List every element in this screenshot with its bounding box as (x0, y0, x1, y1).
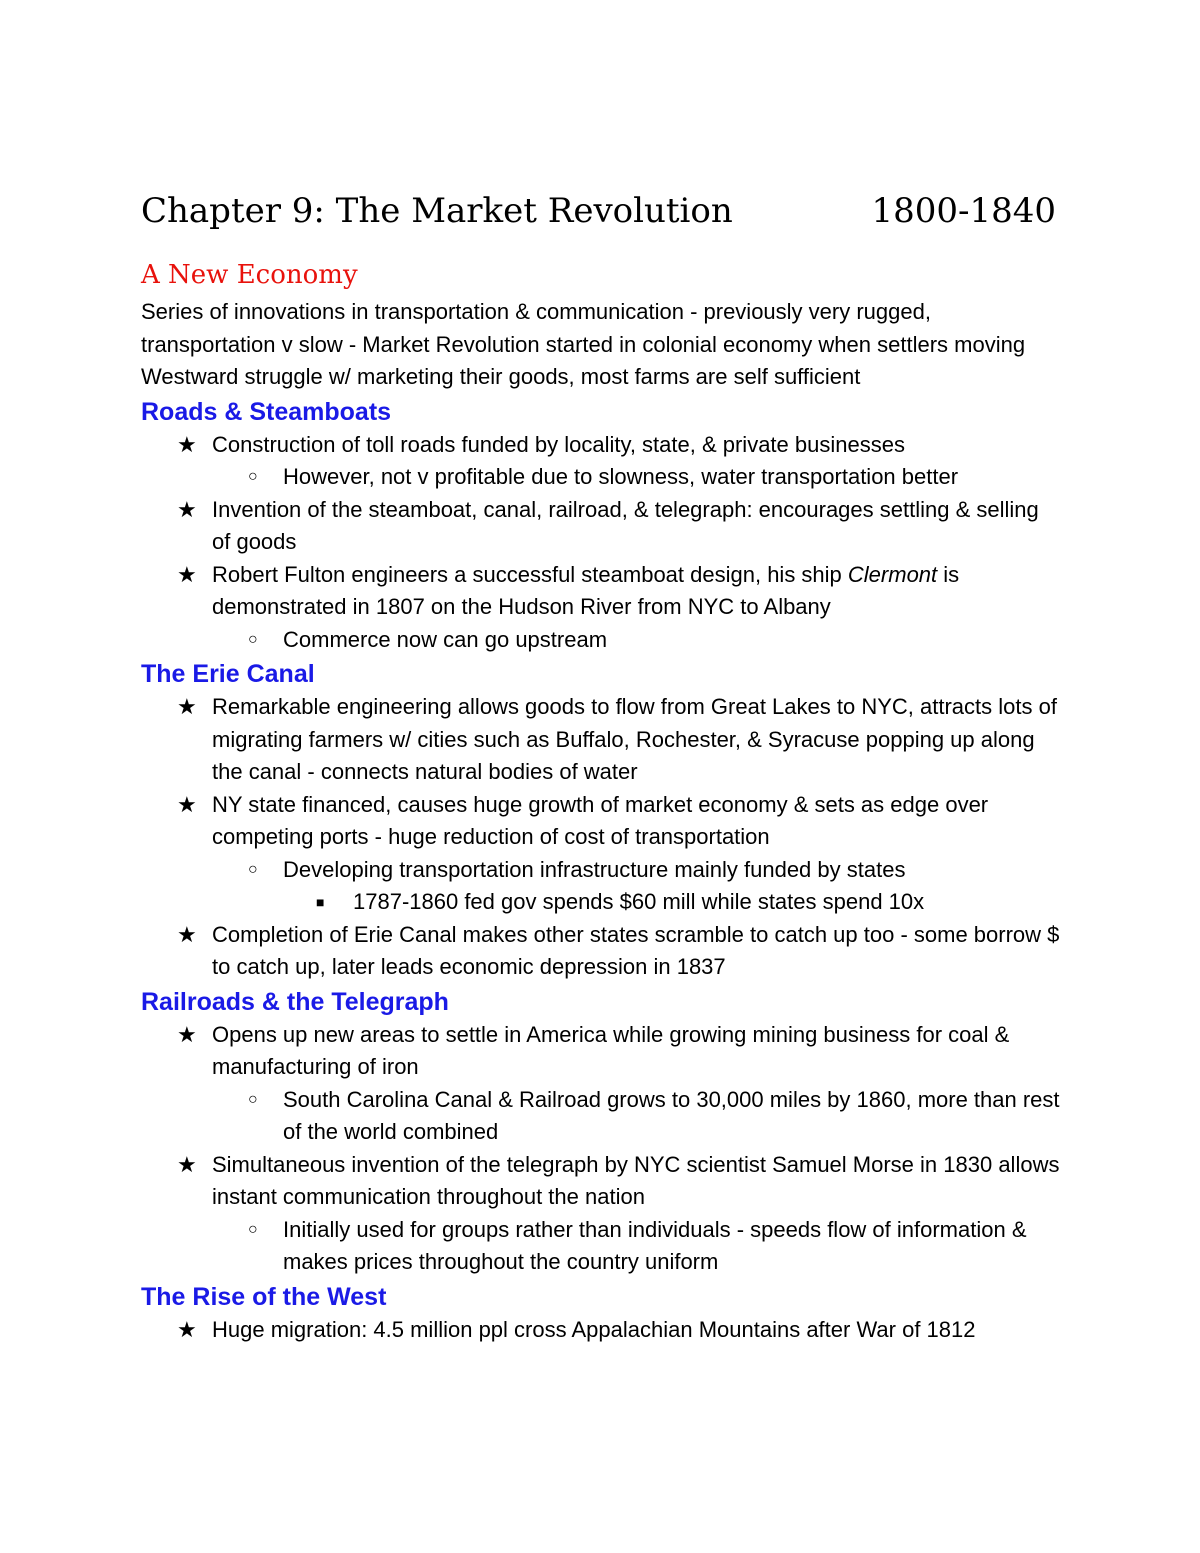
list-item: ★ Construction of toll roads funded by locality, state, & private businesses (141, 429, 1061, 462)
star-bullet-icon: ★ (177, 1151, 197, 1177)
list-item: ★ Invention of the steamboat, canal, railroad, & telegraph: encourages settling & selling of goods (141, 494, 1061, 559)
list-item: ★ Opens up new areas to settle in America while growing mining business for coal & manufacturing of iron (141, 1019, 1061, 1084)
roads-list (141, 429, 1061, 657)
heading-erie-canal: The Erie Canal (141, 660, 315, 688)
circle-bullet-icon: ○ (248, 1090, 258, 1108)
circle-bullet-icon: ○ (248, 630, 258, 648)
list-item: ■ 1787-1860 fed gov spends $60 mill while states spend 10x (141, 886, 1061, 919)
square-bullet-icon: ■ (316, 894, 325, 910)
heading-roads-steamboats: Roads & Steamboats (141, 397, 392, 426)
star-bullet-icon: ★ (177, 694, 197, 719)
list-item: ★ Robert Fulton engineers a successful steamboat design, his ship Clermont is demonstrated in 1807 on the Hudson River from NYC to Albany (141, 559, 1061, 624)
star-bullet-icon: ★ (177, 1021, 197, 1047)
list-item: ○ Commerce now can go upstream (141, 624, 1061, 657)
document-body (141, 256, 1061, 1346)
heading-railroads-telegraph: Railroads & the Telegraph (141, 987, 449, 1016)
heading-new-economy: A New Economy (141, 260, 358, 290)
list-item: ★ Huge migration: 4.5 million ppl cross Appalachian Mountains after War of 1812 (141, 1314, 1061, 1347)
title-years: 1800-1840 (871, 191, 1056, 231)
list-item: ★ NY state financed, causes huge growth of market economy & sets as edge over competing ports - huge reduction of cost of transportation (141, 789, 1061, 854)
circle-bullet-icon: ○ (248, 468, 258, 485)
list-item: ★ Completion of Erie Canal makes other states scramble to catch up too - some borrow $ to catch up, later leads economic depression in 1837 (141, 919, 1061, 984)
star-bullet-icon: ★ (177, 496, 197, 522)
intro-paragraph: Series of innovations in transportation & communication - previously very rugged, transportation v slow - Market Revolution started in colonial economy when settlers moving Westward struggle w/ marketing their goods, most farms are self sufficient (141, 299, 1026, 389)
page-title (141, 186, 1056, 236)
railroads-list (141, 1019, 1061, 1279)
circle-bullet-icon: ○ (248, 860, 258, 878)
star-bullet-icon: ★ (177, 1316, 197, 1342)
ship-name: Clermont (847, 561, 938, 587)
west-list (141, 1314, 1061, 1347)
circle-bullet-icon: ○ (248, 1220, 258, 1238)
list-item: ○ South Carolina Canal & Railroad grows to 30,000 miles by 1860, more than rest of the world combined (141, 1084, 1061, 1149)
star-bullet-icon: ★ (177, 791, 197, 817)
list-item: ★ Remarkable engineering allows goods to flow from Great Lakes to NYC, attracts lots of migrating farmers w/ cities such as Buffalo, Rochester, & Syracuse popping up along the canal - connects natural bodies of water (141, 691, 1061, 789)
star-bullet-icon: ★ (177, 921, 197, 947)
list-item: ○ Initially used for groups rather than individuals - speeds flow of information & makes prices throughout the country uniform (141, 1214, 1061, 1279)
list-item: ★ Simultaneous invention of the telegraph by NYC scientist Samuel Morse in 1830 allows instant communication throughout the nation (141, 1149, 1061, 1214)
list-item: ○ However, not v profitable due to slowness, water transportation better (141, 461, 1061, 494)
title-text: Chapter 9: The Market Revolution (141, 191, 733, 231)
list-item: ○ Developing transportation infrastructure mainly funded by states (141, 854, 1061, 887)
star-bullet-icon: ★ (177, 561, 197, 587)
heading-rise-of-west: The Rise of the West (141, 1282, 387, 1311)
star-bullet-icon: ★ (177, 431, 197, 457)
erie-list (141, 691, 1061, 984)
